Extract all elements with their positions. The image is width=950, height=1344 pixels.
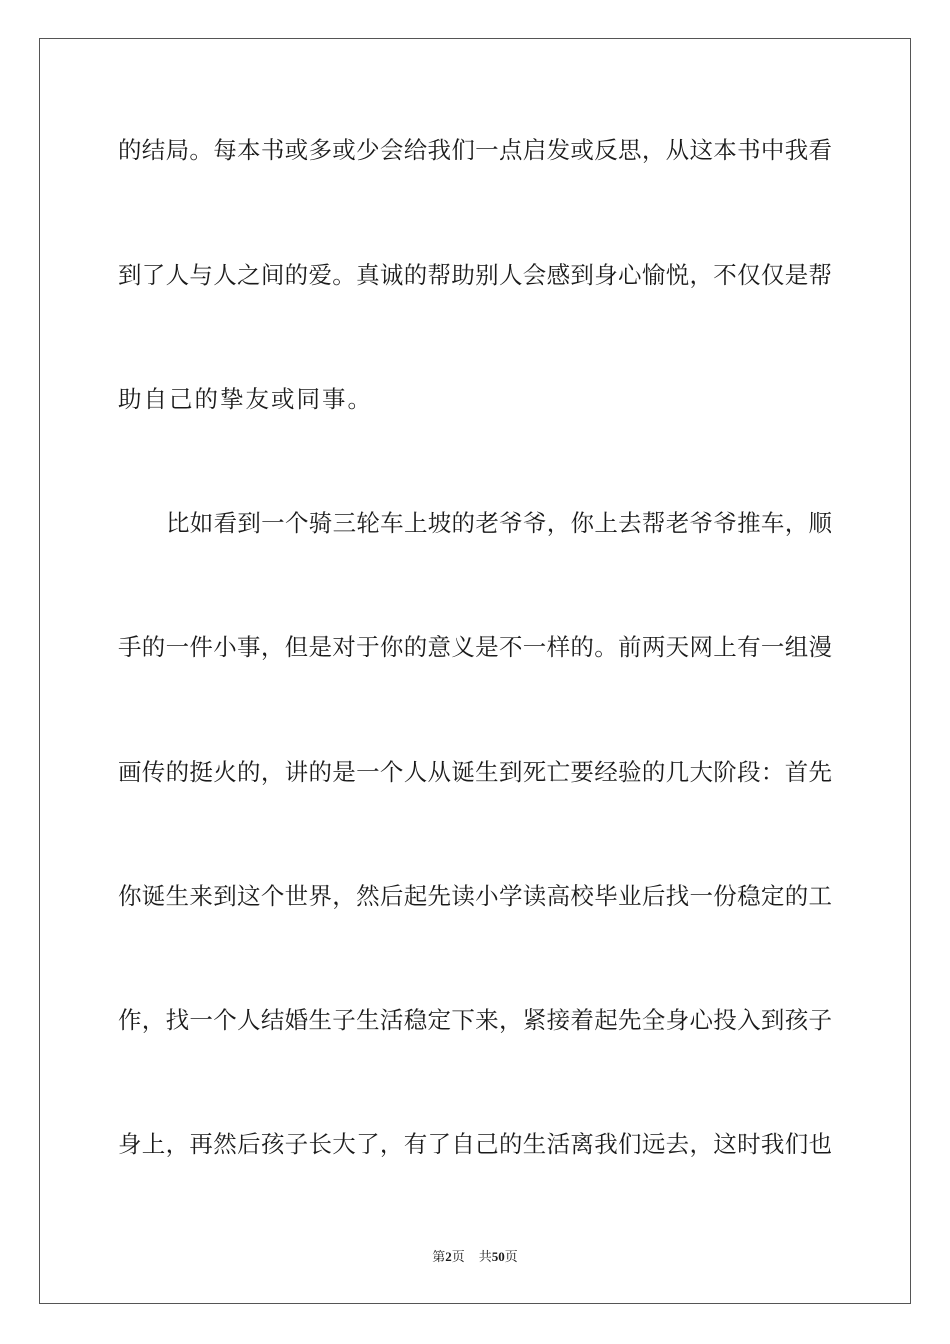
body-text-line: 手的一件小事，但是对于你的意义是不一样的。前两天网上有一组漫 [118,633,832,661]
page-footer [0,1248,950,1267]
body-text-line: 助自己的挚友或同事。 [118,385,373,413]
page-label-prefix: 第 [432,1250,446,1265]
body-text-line: 画传的挺火的，讲的是一个人从诞生到死亡要经验的几大阶段：首先 [118,758,832,786]
body-text-line: 的结局。每本书或多或少会给我们一点启发或反思，从这本书中我看 [118,136,832,164]
body-text-line: 作，找一个人结婚生子生活稳定下来，紧接着起先全身心投入到孩子 [118,1006,832,1034]
total-label-suffix: 页 [504,1250,518,1265]
total-label-prefix: 共 [478,1250,492,1265]
body-text-line: 你诞生来到这个世界，然后起先读小学读高校毕业后找一份稳定的工 [118,882,832,910]
page-label-suffix: 页 [451,1250,465,1265]
page-number: 2 [445,1249,452,1264]
total-pages: 50 [491,1249,505,1264]
body-text-line: 到了人与人之间的爱。真诚的帮助别人会感到身心愉悦，不仅仅是帮 [118,261,832,289]
body-text-line: 身上，再然后孩子长大了，有了自己的生活离我们远去，这时我们也 [118,1130,832,1158]
page-border [39,38,911,1304]
paragraph-first-line: 比如看到一个骑三轮车上坡的老爷爷，你上去帮老爷爷推车，顺 [166,509,832,537]
